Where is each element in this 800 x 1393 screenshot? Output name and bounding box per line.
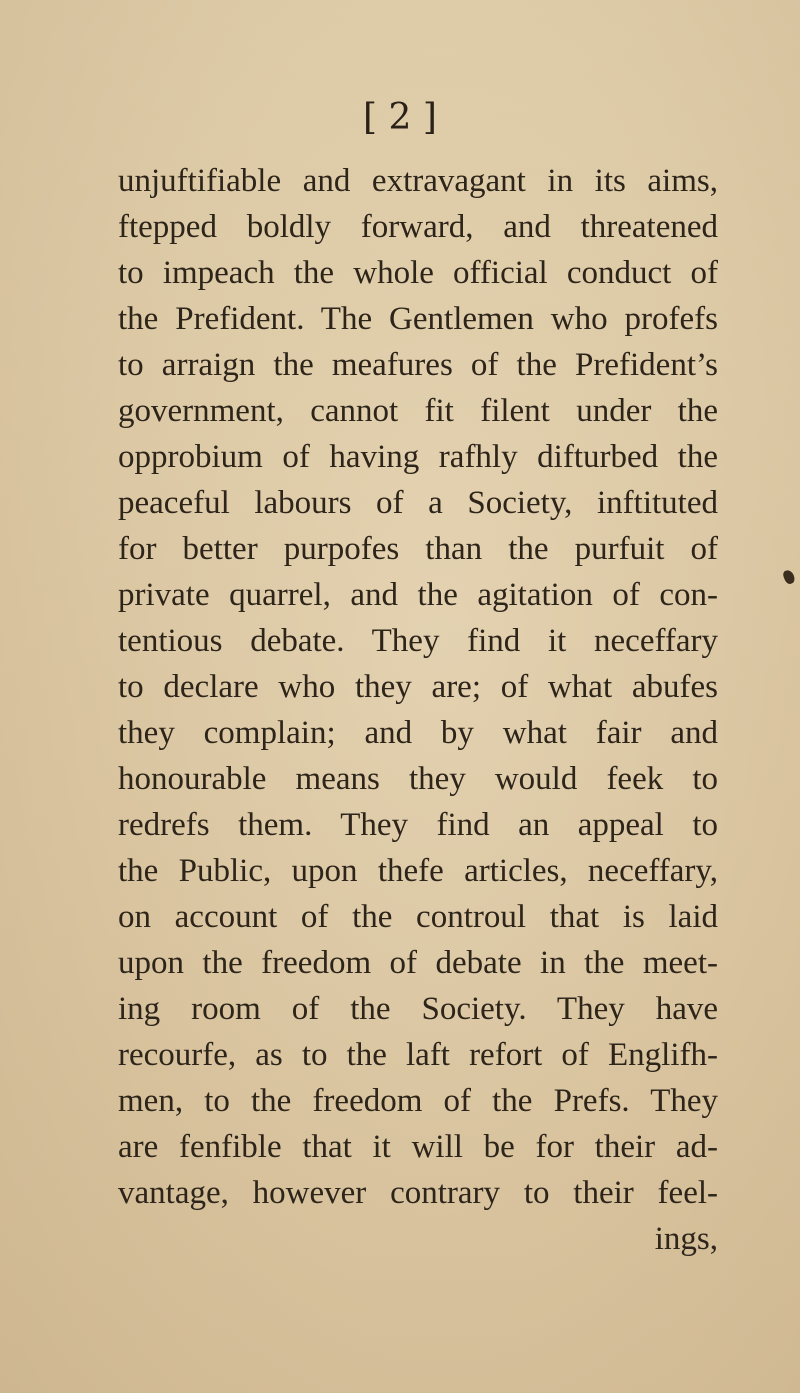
text-line: the Prefident. The Gentlemen who profefs bbox=[118, 301, 718, 337]
text-line: peaceful labours of a Society, inftituted bbox=[118, 485, 718, 521]
text-line: government, cannot fit filent under the bbox=[118, 393, 718, 429]
text-line: unjuftifiable and extravagant in its aims, bbox=[118, 163, 718, 199]
text-line: are fenfible that it will be for their ad- bbox=[118, 1129, 718, 1165]
text-line: private quarrel, and the agitation of con- bbox=[118, 577, 718, 613]
text-line: for better purpofes than the purfuit of bbox=[118, 531, 718, 567]
page-number: [ 2 ] bbox=[363, 97, 437, 138]
text-line: vantage, however contrary to their feel- bbox=[118, 1175, 718, 1211]
text-line: to arraign the meafures of the Prefident’s bbox=[118, 347, 718, 383]
text-line: opprobium of having rafhly difturbed the bbox=[118, 439, 718, 475]
text-line: upon the freedom of debate in the meet- bbox=[118, 945, 718, 981]
text-line: to impeach the whole official conduct of bbox=[118, 255, 718, 291]
text-line: the Public, upon thefe articles, neceffary, bbox=[118, 853, 718, 889]
text-line: ing room of the Society. They have bbox=[118, 991, 718, 1027]
text-line: they complain; and by what fair and bbox=[118, 715, 718, 751]
text-line: recourfe, as to the laft refort of Englifh- bbox=[118, 1037, 718, 1073]
text-line: redrefs them. They find an appeal to bbox=[118, 807, 718, 843]
text-line: honourable means they would feek to bbox=[118, 761, 718, 797]
catchword: ings, bbox=[654, 1221, 718, 1257]
ink-speck bbox=[782, 569, 796, 586]
text-line: men, to the freedom of the Prefs. They bbox=[118, 1083, 718, 1119]
text-line: on account of the controul that is laid bbox=[118, 899, 718, 935]
text-line: ftepped boldly forward, and threatened bbox=[118, 209, 718, 245]
text-line: to declare who they are; of what abufes bbox=[118, 669, 718, 705]
body-text bbox=[118, 158, 718, 1262]
text-line: tentious debate. They find it neceffary bbox=[118, 623, 718, 659]
